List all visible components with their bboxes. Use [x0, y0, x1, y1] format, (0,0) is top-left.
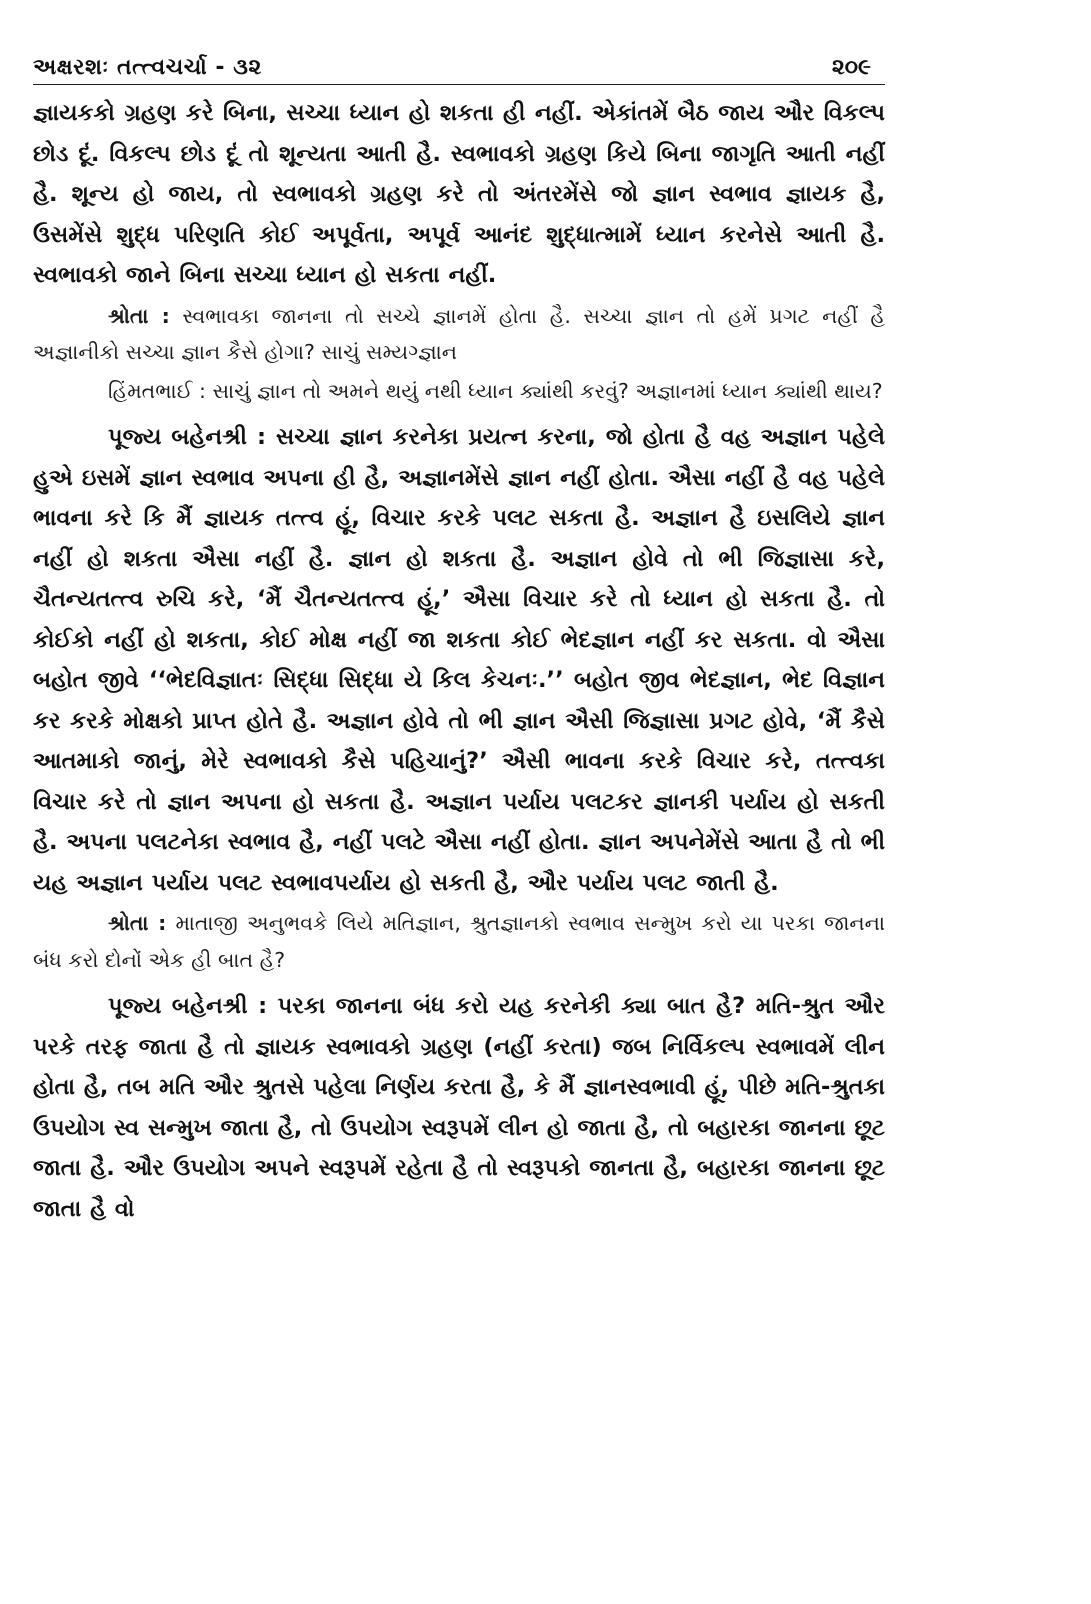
paragraph-text: પરકા જાનના બંધ કરો યહ કરનેકી ક્યા બાત હૈ? મતિ-શ્રુત ઔર પરકે તરફ જાતા હૈ તો જ્ઞાયક સ્વભાવકો ગ્રહણ (નહીં કરતા) જબ નિર્વિકલ્પ સ્વભાવમેં લીન હોતા હૈ, તબ મતિ ઔર શ્રુતસે પહેલા નિર્ણય કરતા હૈ, કે મૈં જ્ઞાનસ્વભાવી હૂં, પીછે મતિ-શ્રુતકા ઉપયોગ સ્વ સન્મુખ જાતા હૈ, તો ઉપયોગ સ્વરૂપમેં લીન હો જાતા હૈ, તો બહારકા જાનના છૂટ જાતા હૈ. ઔર ઉપયોગ અપને સ્વરૂપમેં રહેતા હૈ તો સ્વરૂપકો જાનતા હૈ, બહારકા જાનના છૂટ જાતા હૈ વો — [33, 993, 885, 1222]
paragraph-4 — [33, 417, 885, 903]
paragraph-1 — [33, 93, 885, 296]
page-number: ૨૦૯ — [831, 55, 871, 80]
paragraph-6 — [33, 986, 885, 1229]
paragraph-3 — [33, 373, 885, 410]
paragraph-text: હિંમતભાઈ : સાચું જ્ઞાન તો અમને થયું નથી ધ્યાન ક્યાંથી કરવું? અજ્ઞાનમાં ધ્યાન ક્યાંથી થાય? — [108, 378, 883, 403]
speaker-label: શ્રોતા : — [108, 911, 167, 935]
book-page — [33, 40, 885, 1229]
speaker-label: પૂજ્ય બહેનશ્રી : — [108, 424, 266, 450]
paragraph-2 — [33, 298, 885, 371]
page-body — [33, 93, 885, 1229]
paragraph-text: સચ્ચા જ્ઞાન કરનેકા પ્રયત્ન કરના, જો હોતા હૈ વહ અજ્ઞાન પહેલે હુએ ઇસમેં જ્ઞાન સ્વભાવ અપના હી હૈ, અજ્ઞાનમેંસે જ્ઞાન નહીં હોતા. ઐસા નહીં હૈ વહ પહેલે ભાવના કરે કિ મૈં જ્ઞાયક તત્ત્વ હૂં, વિચાર કરકે પલટ સકતા હૈ. અજ્ઞાન હૈ ઇસલિયે જ્ઞાન નહીં હો શકતા ઐસા નહીં હૈ. જ્ઞાન હો શકતા હૈ. અજ્ઞાન હોવે તો ભી જિજ્ઞાસા કરે, ચૈતન્યતત્ત્વ રુચિ કરે, ‘મૈં ચૈતન્યતત્ત્વ હૂં,’ ઐસા વિચાર કરે તો ધ્યાન હો સકતા હૈ. તો કોઈકો નહીં હો શકતા, કોઈ મોક્ષ નહીં જા શકતા કોઈ ભેદજ્ઞાન નહીં કર સકતા. વો ઐસા બહોત જીવે ‘‘ભેદવિજ્ઞાતઃ સિદ્ધા સિદ્ધા યે કિલ કેચનઃ.’’ બહોત જીવ ભેદજ્ઞાન, ભેદ વિજ્ઞાન કર કરકે મોક્ષકો પ્રાપ્ત હોતે હૈ. અજ્ઞાન હોવે તો ભી જ્ઞાન ઐસી જિજ્ઞાસા પ્રગટ હોવે, ‘મૈં કૈસે આતમાકો જાનું, મેરે સ્વભાવકો કૈસે પહિચાનું?’ ઐસી ભાવના કરકે વિચાર કરે, તત્ત્વકા વિચાર કરે તો જ્ઞાન અપના હો સકતા હૈ. અજ્ઞાન પર્યાય પલટકર જ્ઞાનકી પર્યાય હો સકતી હૈ. અપના પલટનેકા સ્વભાવ હૈ, નહીં પલટે ઐસા નહીં હોતા. જ્ઞાન અપનેમેંસે આતા હૈ તો ભી યહ અજ્ઞાન પર્યાય પલટ સ્વભાવપર્યાય હો સકતી હૈ, ઔર પર્યાય પલટ જાતી હૈ. — [33, 424, 885, 896]
page-header — [33, 40, 885, 85]
paragraph-text: જ્ઞાયકકો ગ્રહણ કરે બિના, સચ્ચા ધ્યાન હો શકતા હી નહીં. એકાંતમેં બૈઠ જાય ઔર વિકલ્પ છોડ દૂં. વિકલ્પ છોડ દૂં તો શૂન્યતા આતી હૈ. સ્વભાવકો ગ્રહણ કિયે બિના જાગૃતિ આતી નહીં હૈ. શૂન્ય હો જાય, તો સ્વભાવકો ગ્રહણ કરે તો અંતરમેંસે જો જ્ઞાન સ્વભાવ જ્ઞાયક હૈ, ઉસમેંસે શુદ્ધ પરિણતિ કોઈ અપૂર્વતા, અપૂર્વ આનંદ શુદ્ધાત્મામેં ધ્યાન કરનેસે આતી હૈ. સ્વભાવકો જાને બિના સચ્ચા ધ્યાન હો સકતા નહીં. — [33, 100, 885, 288]
speaker-label: શ્રોતા : — [108, 303, 170, 328]
paragraph-text: માતાજી અનુભવકે લિયે મતિજ્ઞાન, શ્રુતજ્ઞાનકો સ્વભાવ સન્મુખ કરો યા પરકા જાનના બંધ કરો દોનોં એક હી બાત હૈ? — [33, 911, 885, 972]
running-title: અક્ષરશઃ તત્ત્વચર્ચા - ૩૨ — [33, 55, 262, 80]
paragraph-text: સ્વભાવકા જાનના તો સચ્ચે જ્ઞાનમેં હોતા હૈ. સચ્ચા જ્ઞાન તો હમેં પ્રગટ નહીં હૈ અજ્ઞાનીકો સચ્ચા જ્ઞાન કૈસે હોગા? સાચું સમ્યગ્જ્ઞાન — [33, 303, 885, 364]
paragraph-5 — [33, 905, 885, 978]
speaker-label: પૂજ્ય બહેનશ્રી : — [108, 993, 268, 1019]
